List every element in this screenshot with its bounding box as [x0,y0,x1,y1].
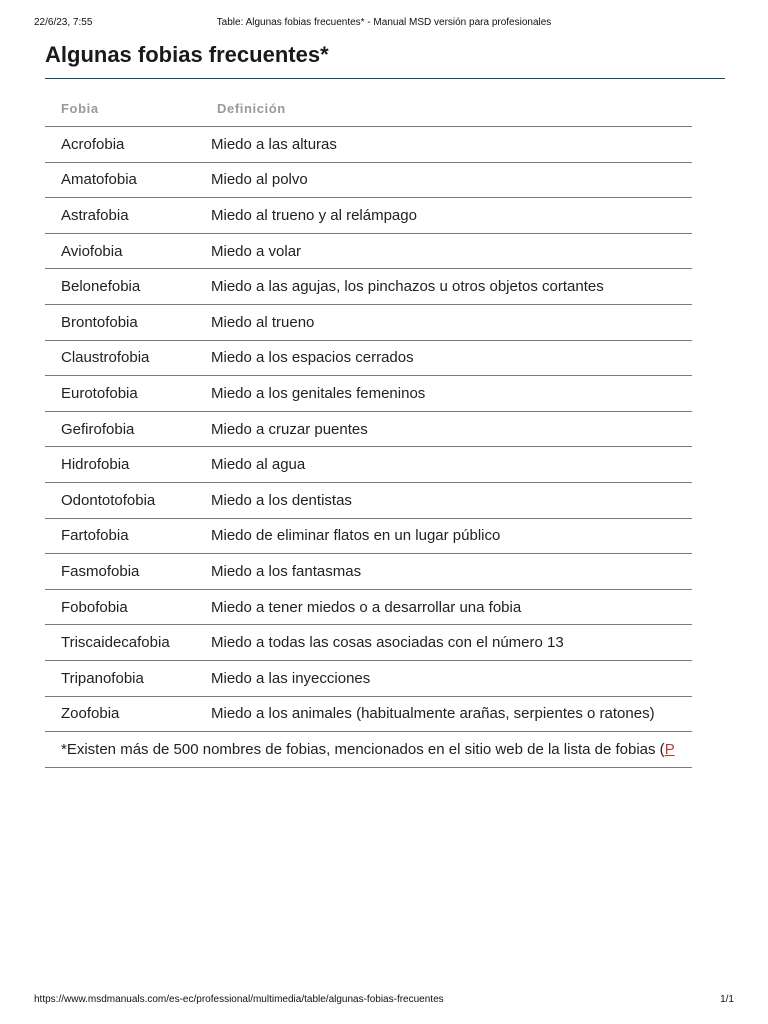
table-row [45,340,692,376]
table-row [45,304,692,340]
cell-definicion: Miedo a los fantasmas [211,554,692,590]
table-row [45,411,692,447]
page-title: Algunas fobias frecuentes* [45,42,329,67]
footnote-text: *Existen más de 500 nombres de fobias, mencionados en el sitio web de la lista de fobias ( [61,741,665,759]
cell-fobia: Gefirofobia [45,411,211,447]
cell-fobia: Triscaidecafobia [45,625,211,661]
cell-fobia: Brontofobia [45,304,211,340]
page-number: 1/1 [720,994,734,1005]
cell-definicion: Miedo a los espacios cerrados [211,340,692,376]
cell-definicion: Miedo al polvo [211,162,692,198]
cell-fobia: Amatofobia [45,162,211,198]
footnote-cell [45,732,692,768]
cell-fobia: Fartofobia [45,518,211,554]
table-row [45,269,692,305]
print-footer [34,994,734,1008]
cell-definicion: Miedo al trueno y al relámpago [211,198,692,234]
print-document-title: Table: Algunas fobias frecuentes* - Manual MSD versión para profesionales [216,17,552,28]
cell-definicion: Miedo a los dentistas [211,482,692,518]
table-row [45,198,692,234]
cell-definicion: Miedo a volar [211,233,692,269]
table-row [45,162,692,198]
cell-definicion: Miedo al agua [211,447,692,483]
cell-fobia: Belonefobia [45,269,211,305]
print-header [34,17,734,31]
cell-fobia: Fobofobia [45,589,211,625]
table-row [45,376,692,412]
title-divider [45,78,725,79]
cell-fobia: Hidrofobia [45,447,211,483]
cell-fobia: Astrafobia [45,198,211,234]
table-row [45,625,692,661]
cell-fobia: Claustrofobia [45,340,211,376]
cell-fobia: Zoofobia [45,696,211,732]
cell-fobia: Odontotofobia [45,482,211,518]
footnote-row [45,732,692,768]
column-header-fobia: Fobia [45,90,211,127]
table-body [45,127,692,732]
table-row [45,589,692,625]
cell-definicion: Miedo a cruzar puentes [211,411,692,447]
cell-fobia: Fasmofobia [45,554,211,590]
cell-definicion: Miedo a los animales (habitualmente arañas, serpientes o ratones) [211,696,692,732]
cell-fobia: Aviofobia [45,233,211,269]
table-row [45,660,692,696]
page-url: https://www.msdmanuals.com/es-ec/professional/multimedia/table/algunas-fobias-frecuentes [34,994,444,1005]
cell-fobia: Acrofobia [45,127,211,163]
table-row [45,696,692,732]
cell-definicion: Miedo de eliminar flatos en un lugar público [211,518,692,554]
print-date: 22/6/23, 7:55 [34,17,93,28]
cell-definicion: Miedo a las agujas, los pinchazos u otros objetos cortantes [211,269,692,305]
table-row [45,554,692,590]
table-row [45,233,692,269]
cell-fobia: Eurotofobia [45,376,211,412]
cell-definicion: Miedo al trueno [211,304,692,340]
cell-definicion: Miedo a los genitales femeninos [211,376,692,412]
table-row [45,447,692,483]
column-header-definicion: Definición [211,90,692,127]
cell-definicion: Miedo a tener miedos o a desarrollar una fobia [211,589,692,625]
table-row [45,518,692,554]
footnote-link[interactable]: P [664,741,675,759]
table-row [45,127,692,163]
phobias-table [45,90,692,768]
table-row [45,482,692,518]
cell-definicion: Miedo a todas las cosas asociadas con el número 13 [211,625,692,661]
cell-definicion: Miedo a las inyecciones [211,660,692,696]
cell-definicion: Miedo a las alturas [211,127,692,163]
table-header-row [45,90,692,127]
cell-fobia: Tripanofobia [45,660,211,696]
